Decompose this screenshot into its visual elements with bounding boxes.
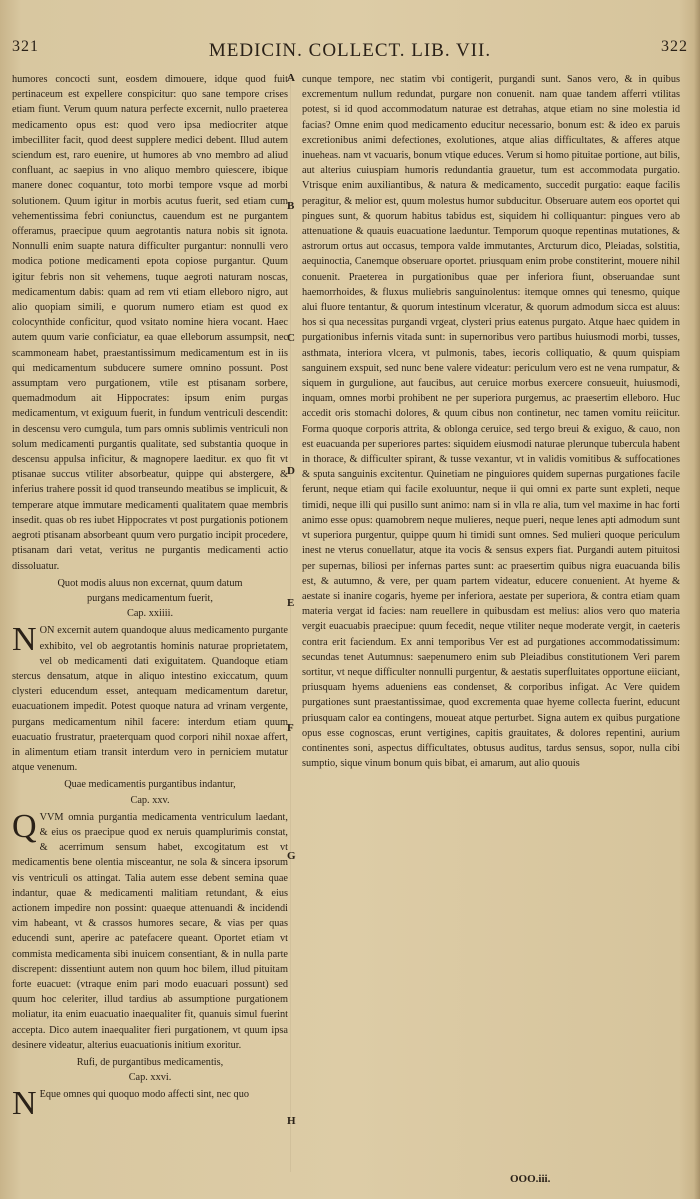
chapter-24-number: Cap. xxiiii. (126, 608, 174, 620)
right-page-number: 322 (661, 38, 688, 55)
chapter-24-heading (12, 576, 288, 622)
signature-mark: OOO.iii. (510, 1173, 551, 1185)
margin-letter-a: A (287, 72, 295, 84)
margin-letter-h: H (287, 1115, 296, 1127)
chapter-25-heading (12, 777, 288, 807)
margin-letter-g: G (287, 850, 296, 862)
right-paragraph-1: cunque tempore, nec statim vbi contigerit, purgandi sunt. Sanos vero, & in quibus excrementum nullum redundat, purgare non conuenit. nam quae tandem afferri vtilitas potest, si id quod accommodatum naturae est detrahas, atque etiam no sine molestia id facias? Omne enim quod medicamento educitur necessario, bonum est: & ideo ex paruis excretionibus animi defectiones, exolutiones, atque alias difficultates, & afferes atque inueheas. nam vt vacuaris, bonum vtique educes. Verum si homo pituitae portione, aut bilis, aut alterius cuiuspiam humoris redundantia grauetur, tum est accommodata purgatio. Vtrisque enim auxiliantibus, & natura & medicamento, succedit purgatio: eaque facilis peragitur, & melior est, quum molestus humor subducitur. Obseruare autem eos oportet qui pingues sunt, & quorum habitus tabidus est, siquidem hi colliquantur: pingues vero ab attenuatione & quauis euacuatione laeduntur. Temporum quoque repentinas mutationes, & astrorum ortus aut occasus, tempora valde immutantes, Arcturum dico, Pleiadas, solstitia, aequinoctia, Canemque obseruare oportet. priusquam enim probe constiterint, mouere nihil conuenit. Praeterea in purgationibus quae per inferiora fiunt, obseruandae sunt haemorrhoides, & fluxus muliebris sanguinolentus: itemque omnes qui tenesmo, quique alui fluore tentantur, & quorum intestinum vlceratur, & quorum admodum sicca est aluus: hos si qua necessitas purgandi vrgeat, clysteri prius eatenus purgato. Atque haec quidem in purgationibus infernis vitada sunt: in supernoribus vero partibus huiusmodi morbi, tusses, asthmata, interiora vlcera, vt pulmonis, tabes, iecoris colliquatio, & quum quispiam sanguinem exspuit, sed nunc bene valere videatur: periculum vero est ne vena rumpatur, & siquem in gurgulione, aut faucibus, aut ceruice morbus exercere consueuit, huiusmodi, inquam, omnes morbi prohibent ne per superiora purgemus, ac praesertim elleboro. Huc accedit oris stomachi dolores, & quum cibus non continetur, nec tamen vomitu reiicitur. Forma quoque corporis attrita, & oblonga ceruice, sed tergo breui & exiguo, & cauo, non est euacuanda per superiores partes: siquidem eiusmodi naturae plerunque tubercula habent in thorace, & difficulter spirant, & tusse vexantur, vt in validis vomitibus & suffocationes & sputa sanguinis excitentur. Quinetiam ne pinguiores quidem supernas purgationes facile ferunt, neque etiam qui facile exoluuntur, neque ii qui omni ex parte sunt expleti, neque timidi, neque illi qui pusillo sunt animo: nam si in vlla re alia, tum vel maxime in hac forti animo esse opus: quamobrem neque mulieres, neque pueri, neque lenes apti admodum sunt vt superiora purgentur, quippe quum hi timidi sunt omnes. Sed mulieri quoque periculum inest ne vterus conuellatur, atque ita vocis & sensus expers fiat. Purgandi autem pituitosi per supernas, biliosi per infernas partes sunt: ac praesertim quibus nigra euacuanda bilis est, & autumno, & vere, per quam partem videatur, educere conuenient. At hyeme & aestate si inanire cogaris, hyeme per inferiora, aestate per superiora, & contra etiam quam materia vergat id facies: nam reuellere in quibusdam est melius: alios vero quo materia vergit euacuabis praecipue: quum fecedit, neque vtiliter neque moderate vergit, in caeteris contra erit faciendum. Ex anni temporibus Ver est ad purgationes accommodatissimum: secundas tenet Autumnus: saepenumero enim sub Pleiadibus constitutionem Veri parem sortitur, vt neque difficulter nonnulli purgentur, & aestatis superfluitates opportune eiiciant, priusquam hyems adueniens eas condenset, & corporibus infigat. Ac Vere quidem purgationes sunt praestantissimae, quod excrementa quae hyeme collecta fuerint, educunt priusquam calor ea contingens, moueat atque perturbet. Signa autem ex quibus purgatione opus esse cognoscas, erunt vertigines, capitis grauitates, & dolores repentini, aurium continentes soni, aspectus difficultates, obtusus auditus, tardus sensus, sopor, nulla cibi sumptio, sique vinum bonum quis bibat, ei amarum, aut alio quouis (302, 74, 680, 770)
left-paragraph-4-text: Eque omnes qui quoquo modo affecti sint, nec quo (39, 1089, 249, 1101)
page-edge-shadow (694, 0, 700, 1199)
left-column (12, 72, 288, 1123)
running-head: MEDICIN. COLLECT. LIB. VII. (208, 40, 492, 61)
margin-letter-e: E (287, 597, 295, 609)
right-column (302, 72, 680, 771)
left-paragraph-2-text: ON excernit autem quandoque aluus medicamento purgante exhibito, vel ob aegrotantis hominis naturae proprietatem, vel ob medicamenti dati exiguitatem. Quandoque etiam stercus densatum, atque in aliquo intestino exiccatum, quum clysteri educendum esset, antequam medicamentum daretur, euacuationem impedit. Potest quoque natura ad vrinam vergente, purgans medicamentum nihil facere: interdum etiam quum euacuatio frustratur, praeterquam quod corpori nihil noxae affert, in alimentum etiam transit interdum vero in perniciem mutatur atque venenum. (12, 625, 288, 774)
chapter-25-title: Quae medicamentis purgantibus indantur, (64, 779, 236, 791)
drop-cap-n: N (12, 621, 37, 659)
margin-letter-b: B (287, 200, 295, 212)
chapter-24-title: Quot modis aluus non excernat, quum datum (57, 577, 243, 589)
left-paragraph-4 (12, 1085, 288, 1123)
drop-cap-n-2: N (12, 1085, 37, 1123)
margin-letter-c: C (287, 332, 295, 344)
chapter-24-title-2: purgans medicamentum fuerit, (87, 592, 213, 604)
chapter-26-heading (12, 1055, 288, 1085)
left-paragraph-1: humores concocti sunt, eosdem dimouere, idque quod fuit pertinaceum est expellere conspicitur: quo sane tempore crises etiam fiunt. Verum quum natura perfecte excernit, nullo praeterea medicamento opus est: quod vero ipsa mediocriter atque imbecilliter facit, quod deest supplere medici debent. Illud autem sciendum est, raro euenire, ut humores ab vno membro ad aliud confluant, ac saepius in vno aliquo membro quiescere, ibique manere donec coquantur, toto morbi tempore vsque ad morbi solutionem. Quum igitur in morbis acutus fuerit, sed etiam cum vehementissima febri coniunctus, cauendum est ne purgantem offeramus, praecipue quum aegrotantis natura nobis sit ignota. Nonnulli enim suapte natura difficulter purgantur: nonnulli vero modica potione medicamenti epota copiose purgantur. Quum igitur febris non sit vehemens, tuque aegroti naturam noscas, medicamentum dabis: quam ad rem vti etiam elleboro nigro, aut alio quopiam simili, e quorum numero etiam est quod ex colocynthide conficitur, quod vsitato nomine hiera vocant. Haec autem quum varie conficiatur, ea quae elleborum assumpsit, nec scammoneam habet, praestantissimum medicamentum est in iis qui medicamentum subducere sumere omnino possunt. Post assumptam vero purgationem, vtile est ptisanam sorbere, quemadmodum ait Hippocrates: ipsum enim purgas medicamentum, vt exiguum fuerit, in fundum ventriculi descendit: in descensu vero cumgula, tum pars omnis sublimis ventriculi non solum medicamenti purgantis qualitate, sed substantia quoque in descensu appulsa inficitur, & magnopere laeditur. ex quo fit vt ptisanae succus vtiliter absorbeatur, quippe qui abstergere, & inferius trahere possit id quod transeundo meatibus se implicuit, & temperare atque immutare medicamenti qualitatem quae membris insedit. quas ob res iubet Hippocrates vt post purgationis potionem aegroti ptisanam absorbeant quum vero purgatio incipit procedere, ptisanam dari vetat, veritus ne purgantis medicamenti actio dissoluatur. (12, 74, 288, 572)
column-gutter (290, 72, 291, 1172)
drop-cap-q: Q (12, 807, 37, 845)
chapter-25-number: Cap. xxv. (130, 794, 170, 806)
margin-letter-f: F (287, 722, 294, 734)
left-paragraph-2 (12, 623, 288, 775)
left-page-number: 321 (12, 38, 39, 55)
left-paragraph-3 (12, 807, 288, 1053)
margin-letter-d: D (287, 465, 295, 477)
left-paragraph-3-text: VVM omnia purgantia medicamenta ventriculum laedant, & eius os praecipue quod ex neruis quamplurimis constat, & acerrimum sensum habet, excogitatum est vt medicamentis bene olentia misceantur, ne sola & sincera ipsorum vis ventriculi os attingat. Talia autem esse debent semina quae indantur, quae & medicamenti malitiam retundant, & eius actionem impedire non possint: quaeque attenuandi & incidendi vim habeant, vt & crassos humores secare, & vias per quas educendi sunt, aperire ac patefacere queant. Oportet etiam vt commista medicamenta sibi inuicem consentiant, & in nulla parte discrepent: dissentiunt autem non quum hoc bilem, illud pituitam forte euacuet: (vtraque enim pari modo euacuari possunt) sed quum hoc celeriter, illud tardius ab assumptione purgationem moliatur, ita enim euacuatio inaequaliter fit, quanuis simul fuerint accepta. Dico autem inaequaliter fieri purgationem, vt quum ipsa desinere videatur, alterius euacuationis initium exoritur. (12, 811, 288, 1051)
page-header (0, 40, 700, 66)
chapter-26-title: Rufi, de purgantibus medicamentis, (76, 1057, 224, 1068)
chapter-26-number: Cap. xxvi. (128, 1072, 172, 1084)
